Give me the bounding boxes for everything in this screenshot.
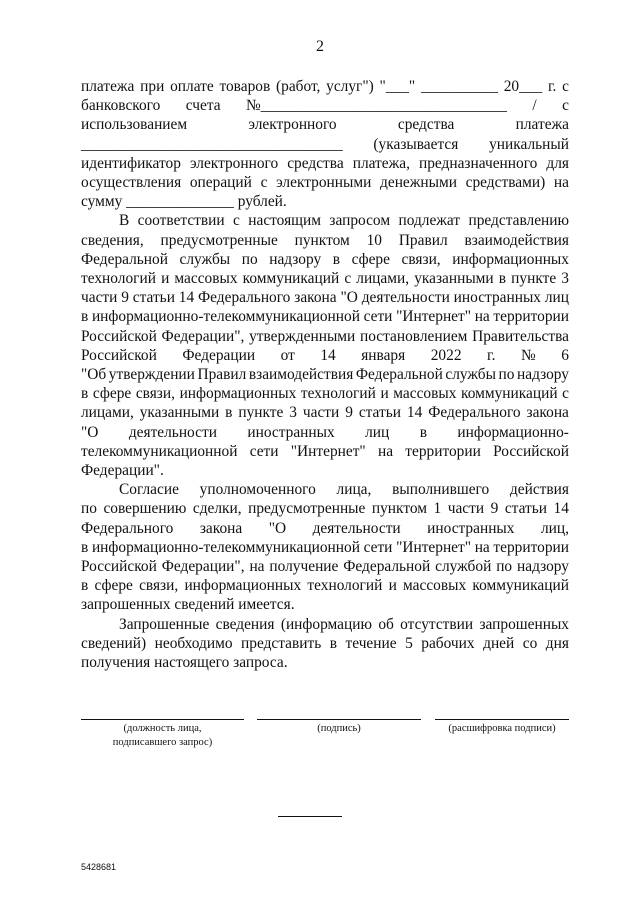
word: информационно-телекоммуникационной <box>91 538 360 556</box>
word: в <box>81 308 89 326</box>
word: коммуникаций <box>461 385 558 403</box>
text-line <box>81 442 569 461</box>
word: предусмотренные <box>160 231 278 249</box>
closing-rule <box>278 816 342 817</box>
word: платежа <box>81 78 135 95</box>
word: надзору <box>517 558 569 576</box>
word: настоящим <box>248 212 321 230</box>
word: по <box>81 500 97 518</box>
word: указанными <box>414 270 494 288</box>
word: с <box>344 270 352 288</box>
word: в <box>329 634 338 652</box>
word: (указывается <box>373 135 459 153</box>
word: осуществления <box>81 174 182 192</box>
word: в <box>419 423 427 441</box>
word: телекоммуникационной <box>81 442 238 460</box>
word: Правил <box>197 366 247 384</box>
word: Федерации", <box>161 558 245 576</box>
word: взаимодействия <box>248 366 354 384</box>
word: Федерального <box>198 289 291 307</box>
word: средствами) <box>465 174 546 192</box>
word: технологий <box>81 270 156 288</box>
word: Федеральной <box>343 558 431 576</box>
word: в <box>498 270 507 288</box>
word: с <box>260 174 268 192</box>
word: для <box>546 154 569 172</box>
word: операций <box>189 174 252 192</box>
word: и <box>388 577 397 595</box>
text-line <box>81 499 569 518</box>
word: Федерального <box>428 404 521 422</box>
word: В <box>119 212 130 230</box>
word: Правил <box>398 231 448 249</box>
word: пунктом <box>371 500 427 518</box>
word: 9 <box>121 289 129 307</box>
word: технологий <box>300 385 376 403</box>
word: закона <box>199 519 243 537</box>
consent-last-line: запрошенных сведений имеется. <box>81 596 295 614</box>
word: "О <box>268 519 287 537</box>
sign-caption: (подпись) <box>317 723 361 734</box>
text-line <box>81 576 569 595</box>
text-line <box>81 96 569 115</box>
word: лицами, <box>356 270 410 288</box>
word: / <box>532 97 537 115</box>
word: надзору <box>517 366 569 384</box>
word: средства <box>287 154 344 172</box>
text-line <box>81 384 569 403</box>
word: части <box>81 289 118 307</box>
word: с <box>562 97 569 115</box>
text-line <box>81 307 569 326</box>
word: Федеральной <box>81 250 168 268</box>
word: течение <box>345 634 397 652</box>
word: территории <box>493 308 569 326</box>
word: с <box>562 385 569 403</box>
word: иностранных <box>453 289 541 307</box>
word: на <box>249 558 265 576</box>
word: 10 <box>366 231 382 249</box>
word: территории <box>405 442 481 460</box>
text-line <box>81 615 569 634</box>
word: сети <box>249 442 279 460</box>
word: на <box>474 308 490 326</box>
word: 2022 <box>430 346 462 364</box>
word: сфере <box>94 577 133 595</box>
word: информационных <box>179 385 297 403</box>
word: статьи <box>504 500 547 518</box>
word: информационно- <box>457 423 569 441</box>
word: утвержденными <box>249 327 356 345</box>
word: 14 <box>406 404 423 422</box>
word: рабочих <box>421 634 475 652</box>
word: Федерального <box>81 519 174 537</box>
word: связи, <box>139 577 179 595</box>
word: г. <box>547 78 557 95</box>
word: Правительства <box>472 327 569 345</box>
word: электронными <box>276 174 372 192</box>
position-line <box>81 719 244 720</box>
word: 3 <box>289 404 297 422</box>
word: __________ <box>420 78 498 95</box>
word: получение <box>269 558 339 576</box>
text-line <box>81 77 569 96</box>
word: Российской <box>81 558 157 576</box>
text-line <box>81 538 569 557</box>
word: от <box>280 346 295 364</box>
word: лицами, <box>81 404 134 422</box>
text-line <box>81 403 569 422</box>
word: по <box>496 558 513 576</box>
intro-last-line: сумму ______________ рублей. <box>81 193 287 211</box>
word: Российской <box>81 346 157 364</box>
word: сведений) <box>81 634 147 652</box>
word: 9 <box>345 404 353 422</box>
word: коммуникаций <box>472 577 569 595</box>
word: необходимо <box>154 634 233 652</box>
text-line <box>81 519 569 538</box>
text-line <box>81 250 569 269</box>
word: коммуникаций <box>242 270 340 288</box>
word: части <box>447 500 485 518</box>
sign-field <box>257 719 421 736</box>
consent-paragraph <box>81 480 569 595</box>
text-line <box>81 135 569 154</box>
word: отсутствии <box>400 615 474 633</box>
word: деятельности <box>361 289 450 307</box>
word: предназначенного <box>418 154 538 172</box>
word: информационно-телекоммуникационной <box>91 308 360 326</box>
word: массовых <box>174 270 238 288</box>
word: лица, <box>336 481 372 499</box>
word: банковского <box>81 97 161 115</box>
word: сфере <box>351 250 390 268</box>
word: массовых <box>393 385 457 403</box>
word: № <box>520 346 536 364</box>
word: в <box>81 538 89 556</box>
word: __________________________________ <box>81 135 343 153</box>
text-line <box>81 154 569 173</box>
word: службы <box>179 250 231 268</box>
word: "Интернет" <box>396 538 472 556</box>
word: в <box>332 250 341 268</box>
word: представлению <box>468 212 569 230</box>
word: подлежат <box>398 212 461 230</box>
word: выполнившего <box>392 481 490 499</box>
word: (информацию <box>280 615 372 633</box>
text-line <box>81 346 569 365</box>
word: территории <box>493 538 569 556</box>
word: 9 <box>490 500 499 518</box>
word: части <box>302 404 340 422</box>
word: совершению <box>103 500 187 518</box>
word: 6 <box>561 346 569 364</box>
word: Федеральной <box>355 366 443 384</box>
word: статьи <box>358 404 401 422</box>
word: сведения, <box>81 231 144 249</box>
word: в <box>81 577 89 595</box>
word: деятельности <box>128 423 217 441</box>
word: закона <box>294 289 337 307</box>
position-signature-field <box>81 719 244 750</box>
deadline-paragraph <box>81 615 569 653</box>
word: в <box>225 404 233 422</box>
word: пункте <box>511 270 557 288</box>
word: "___" <box>379 78 416 95</box>
word: сети <box>363 538 393 556</box>
decode-line <box>435 719 569 720</box>
word: пункте <box>238 404 284 422</box>
word: службой <box>435 558 492 576</box>
position-caption <box>81 722 244 750</box>
text-line <box>81 115 569 134</box>
word: платежа <box>515 116 569 134</box>
word: Запрошенные <box>119 615 210 633</box>
word: дней <box>483 634 515 652</box>
request-last-line: Федерации". <box>81 462 164 480</box>
word: массовых <box>403 577 467 595</box>
word: сети <box>363 308 393 326</box>
document-body <box>81 77 569 672</box>
word: при <box>140 78 165 95</box>
text-line <box>81 211 569 230</box>
text-line <box>81 327 569 346</box>
text-line <box>81 365 569 384</box>
text-line <box>81 480 569 499</box>
word: уполномоченного <box>199 481 316 499</box>
word: января <box>361 346 406 364</box>
word: постановлением <box>359 327 468 345</box>
word: связи, <box>135 385 175 403</box>
word: закона <box>526 404 569 422</box>
word: услуг") <box>326 78 374 95</box>
text-line <box>81 423 569 442</box>
word: на <box>377 442 394 460</box>
page-number: 2 <box>316 38 324 55</box>
word: с <box>233 212 240 230</box>
word: указанными <box>139 404 220 422</box>
deadline-last-line: получения настоящего запроса. <box>81 654 288 672</box>
word: предусмотренные <box>248 500 366 518</box>
text-line <box>81 173 569 192</box>
word: деятельности <box>312 519 401 537</box>
word: по <box>498 366 515 384</box>
word: утверждении <box>108 366 195 384</box>
position-caption-line-1: (должность лица, <box>123 723 202 734</box>
word: соответствии <box>137 212 225 230</box>
word: электронного <box>248 116 337 134</box>
word: 14 <box>320 346 336 364</box>
word: пунктом <box>294 231 350 249</box>
position-caption-line-2: подписавшего запрос) <box>112 737 213 748</box>
word: "Интернет" <box>396 308 472 326</box>
signature-block <box>81 719 569 779</box>
word: 14 <box>553 500 569 518</box>
word: Российской <box>81 327 157 345</box>
word: уникальный <box>489 135 569 153</box>
word: сведения <box>215 615 275 633</box>
intro-paragraph <box>81 77 569 192</box>
word: лиц <box>544 289 569 307</box>
word: связи, <box>401 250 441 268</box>
word: 5 <box>405 634 413 652</box>
word: со <box>522 634 538 652</box>
word: информационных <box>452 250 569 268</box>
word: Федерации <box>182 346 256 364</box>
request-paragraph <box>81 211 569 461</box>
word: денежными <box>380 174 457 192</box>
word: надзору <box>269 250 322 268</box>
word: иностранных <box>247 423 335 441</box>
word: иностранных <box>427 519 515 537</box>
word: по <box>241 250 258 268</box>
text-line <box>81 634 569 653</box>
word: "Интернет" <box>290 442 366 460</box>
word: и <box>380 385 389 403</box>
word: Российской <box>493 442 569 460</box>
word: действия <box>509 481 569 499</box>
word: взаимодействия <box>464 231 569 249</box>
word: на <box>553 174 569 192</box>
word: запросом <box>329 212 391 230</box>
word: сделки, <box>192 500 242 518</box>
word: идентификатор <box>81 154 181 172</box>
word: технологий <box>307 577 383 595</box>
word: сфере <box>92 385 132 403</box>
sign-line <box>257 719 421 720</box>
word: "Об <box>81 366 107 384</box>
word: и <box>161 270 170 288</box>
word: в <box>81 385 89 403</box>
text-line <box>81 269 569 288</box>
text-line <box>81 557 569 576</box>
word: об <box>378 615 394 633</box>
word: статьи <box>132 289 175 307</box>
word: лиц <box>365 423 390 441</box>
word: платежа, <box>352 154 410 172</box>
word: 20___ <box>503 78 543 95</box>
word: 3 <box>561 270 569 288</box>
word: электронного <box>189 154 279 172</box>
word: №________________________________ <box>246 97 507 115</box>
word: с <box>562 78 569 95</box>
word: службы <box>445 366 496 384</box>
word: на <box>474 538 490 556</box>
text-line <box>81 288 569 307</box>
document-code: 5428681 <box>81 862 117 872</box>
word: представить <box>241 634 322 652</box>
word: товаров <box>219 78 271 95</box>
word: информационных <box>184 577 302 595</box>
word: "О <box>81 423 99 441</box>
word: (работ, <box>276 78 321 95</box>
word: запрошенных <box>479 615 569 633</box>
word: лиц, <box>540 519 569 537</box>
word: Согласие <box>119 481 179 499</box>
text-line <box>81 231 569 250</box>
decode-field <box>435 719 569 736</box>
word: средства <box>397 116 455 134</box>
word: дня <box>545 634 569 652</box>
word: счета <box>185 97 221 115</box>
word: "О <box>340 289 358 307</box>
decode-caption: (расшифровка подписи) <box>448 723 556 734</box>
word: Федерации", <box>161 327 245 345</box>
word: г. <box>487 346 496 364</box>
word: использованием <box>81 116 188 134</box>
word: оплате <box>170 78 214 95</box>
word: 1 <box>433 500 442 518</box>
word: 14 <box>178 289 195 307</box>
